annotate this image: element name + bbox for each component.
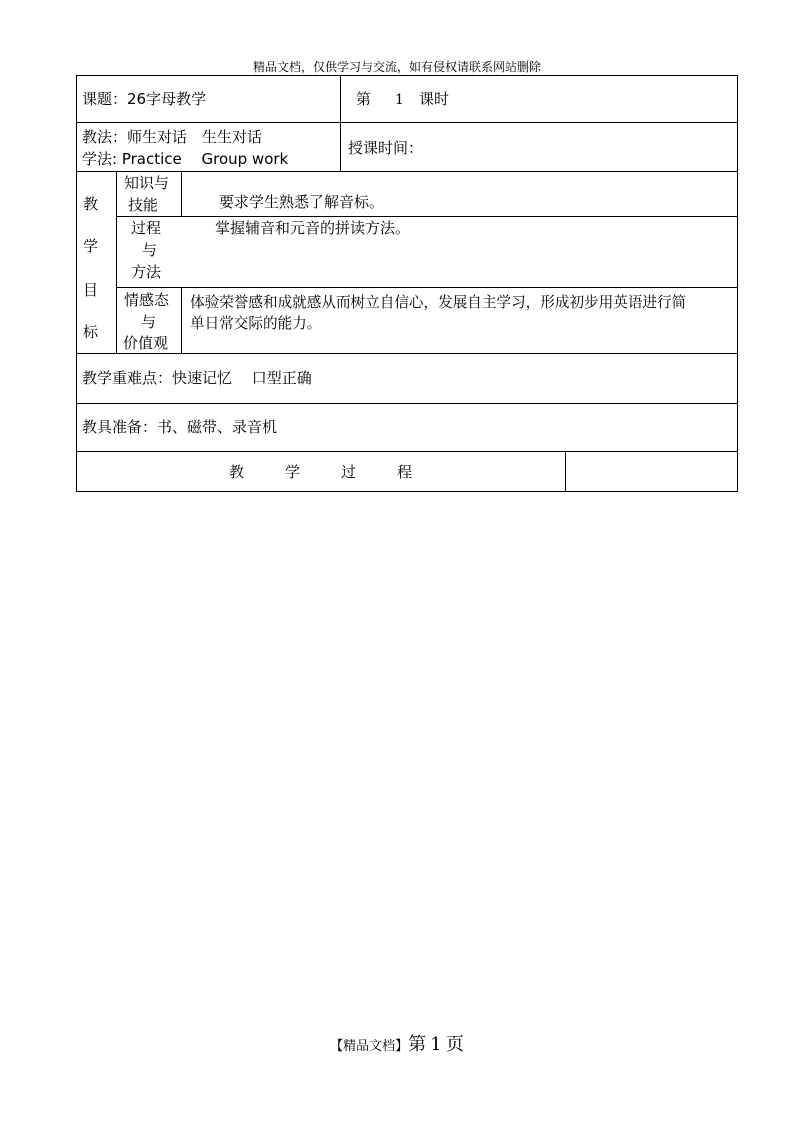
objective-category: 与 — [142, 241, 158, 259]
objective-content-line: 单日常交际的能力。 — [190, 315, 322, 332]
lesson-topic: 课题：26字母教学 — [82, 90, 207, 108]
objective-content-line: 体验荣誉感和成就感从而树立自信心，发展自主学习，形成初步用英语进行简 — [190, 294, 687, 311]
objective-category: 价值观 — [123, 334, 169, 352]
row-divider — [76, 403, 738, 404]
objective-category: 与 — [141, 313, 157, 331]
header-note: 精品文档，仅供学习与交流，如有侵权请联系网站删除 — [252, 60, 541, 74]
page-footer — [0, 1034, 794, 1058]
row-divider — [76, 171, 738, 172]
teaching-method: 教法：师生对话 生生对话 — [82, 128, 263, 146]
column-divider — [565, 451, 566, 492]
process-char: 程 — [397, 463, 413, 481]
key-points: 教学重难点：快速记忆 口型正确 — [82, 369, 312, 387]
row-divider — [76, 122, 738, 123]
table-border-top — [76, 75, 738, 76]
objective-content: 要求学生熟悉了解音标。 — [219, 193, 385, 211]
process-char: 学 — [285, 463, 301, 481]
table-border-left — [76, 75, 77, 492]
process-char: 过 — [341, 463, 357, 481]
column-divider — [181, 171, 182, 217]
footer-page-prefix: 第 — [408, 1034, 427, 1055]
objective-category: 知识与 — [124, 174, 170, 192]
table-border-right — [737, 75, 738, 492]
objectives-side-char: 目 — [83, 281, 99, 299]
period-number: 1 — [395, 92, 404, 108]
objective-category: 技能 — [128, 196, 159, 214]
objective-category: 情感态 — [124, 291, 170, 309]
column-divider — [340, 75, 341, 172]
period-suffix: 课时 — [419, 90, 450, 108]
footer-page-suffix: 页 — [445, 1034, 464, 1055]
objectives-side-char: 教 — [83, 195, 99, 213]
row-divider — [116, 287, 738, 288]
row-divider — [76, 353, 738, 354]
footer-label: 【精品文档】 — [330, 1039, 409, 1054]
objective-category: 方法 — [131, 263, 162, 281]
table-border-bottom — [76, 491, 738, 492]
footer-page-number: 1 — [430, 1034, 442, 1055]
row-divider — [116, 216, 738, 217]
process-char: 教 — [229, 463, 245, 481]
learning-method: 学法: Practice Group work — [82, 150, 289, 168]
class-time-label: 授课时间： — [348, 139, 424, 157]
column-divider — [116, 171, 117, 354]
row-divider — [76, 451, 738, 452]
objectives-side-char: 标 — [83, 323, 99, 341]
period-prefix: 第 — [356, 90, 372, 108]
objective-category: 过程 — [131, 219, 162, 237]
materials: 教具准备：书、磁带、录音机 — [82, 418, 278, 436]
objectives-side-char: 学 — [83, 237, 99, 255]
objective-content: 掌握辅音和元音的拼读方法。 — [215, 219, 411, 237]
column-divider — [181, 287, 182, 354]
